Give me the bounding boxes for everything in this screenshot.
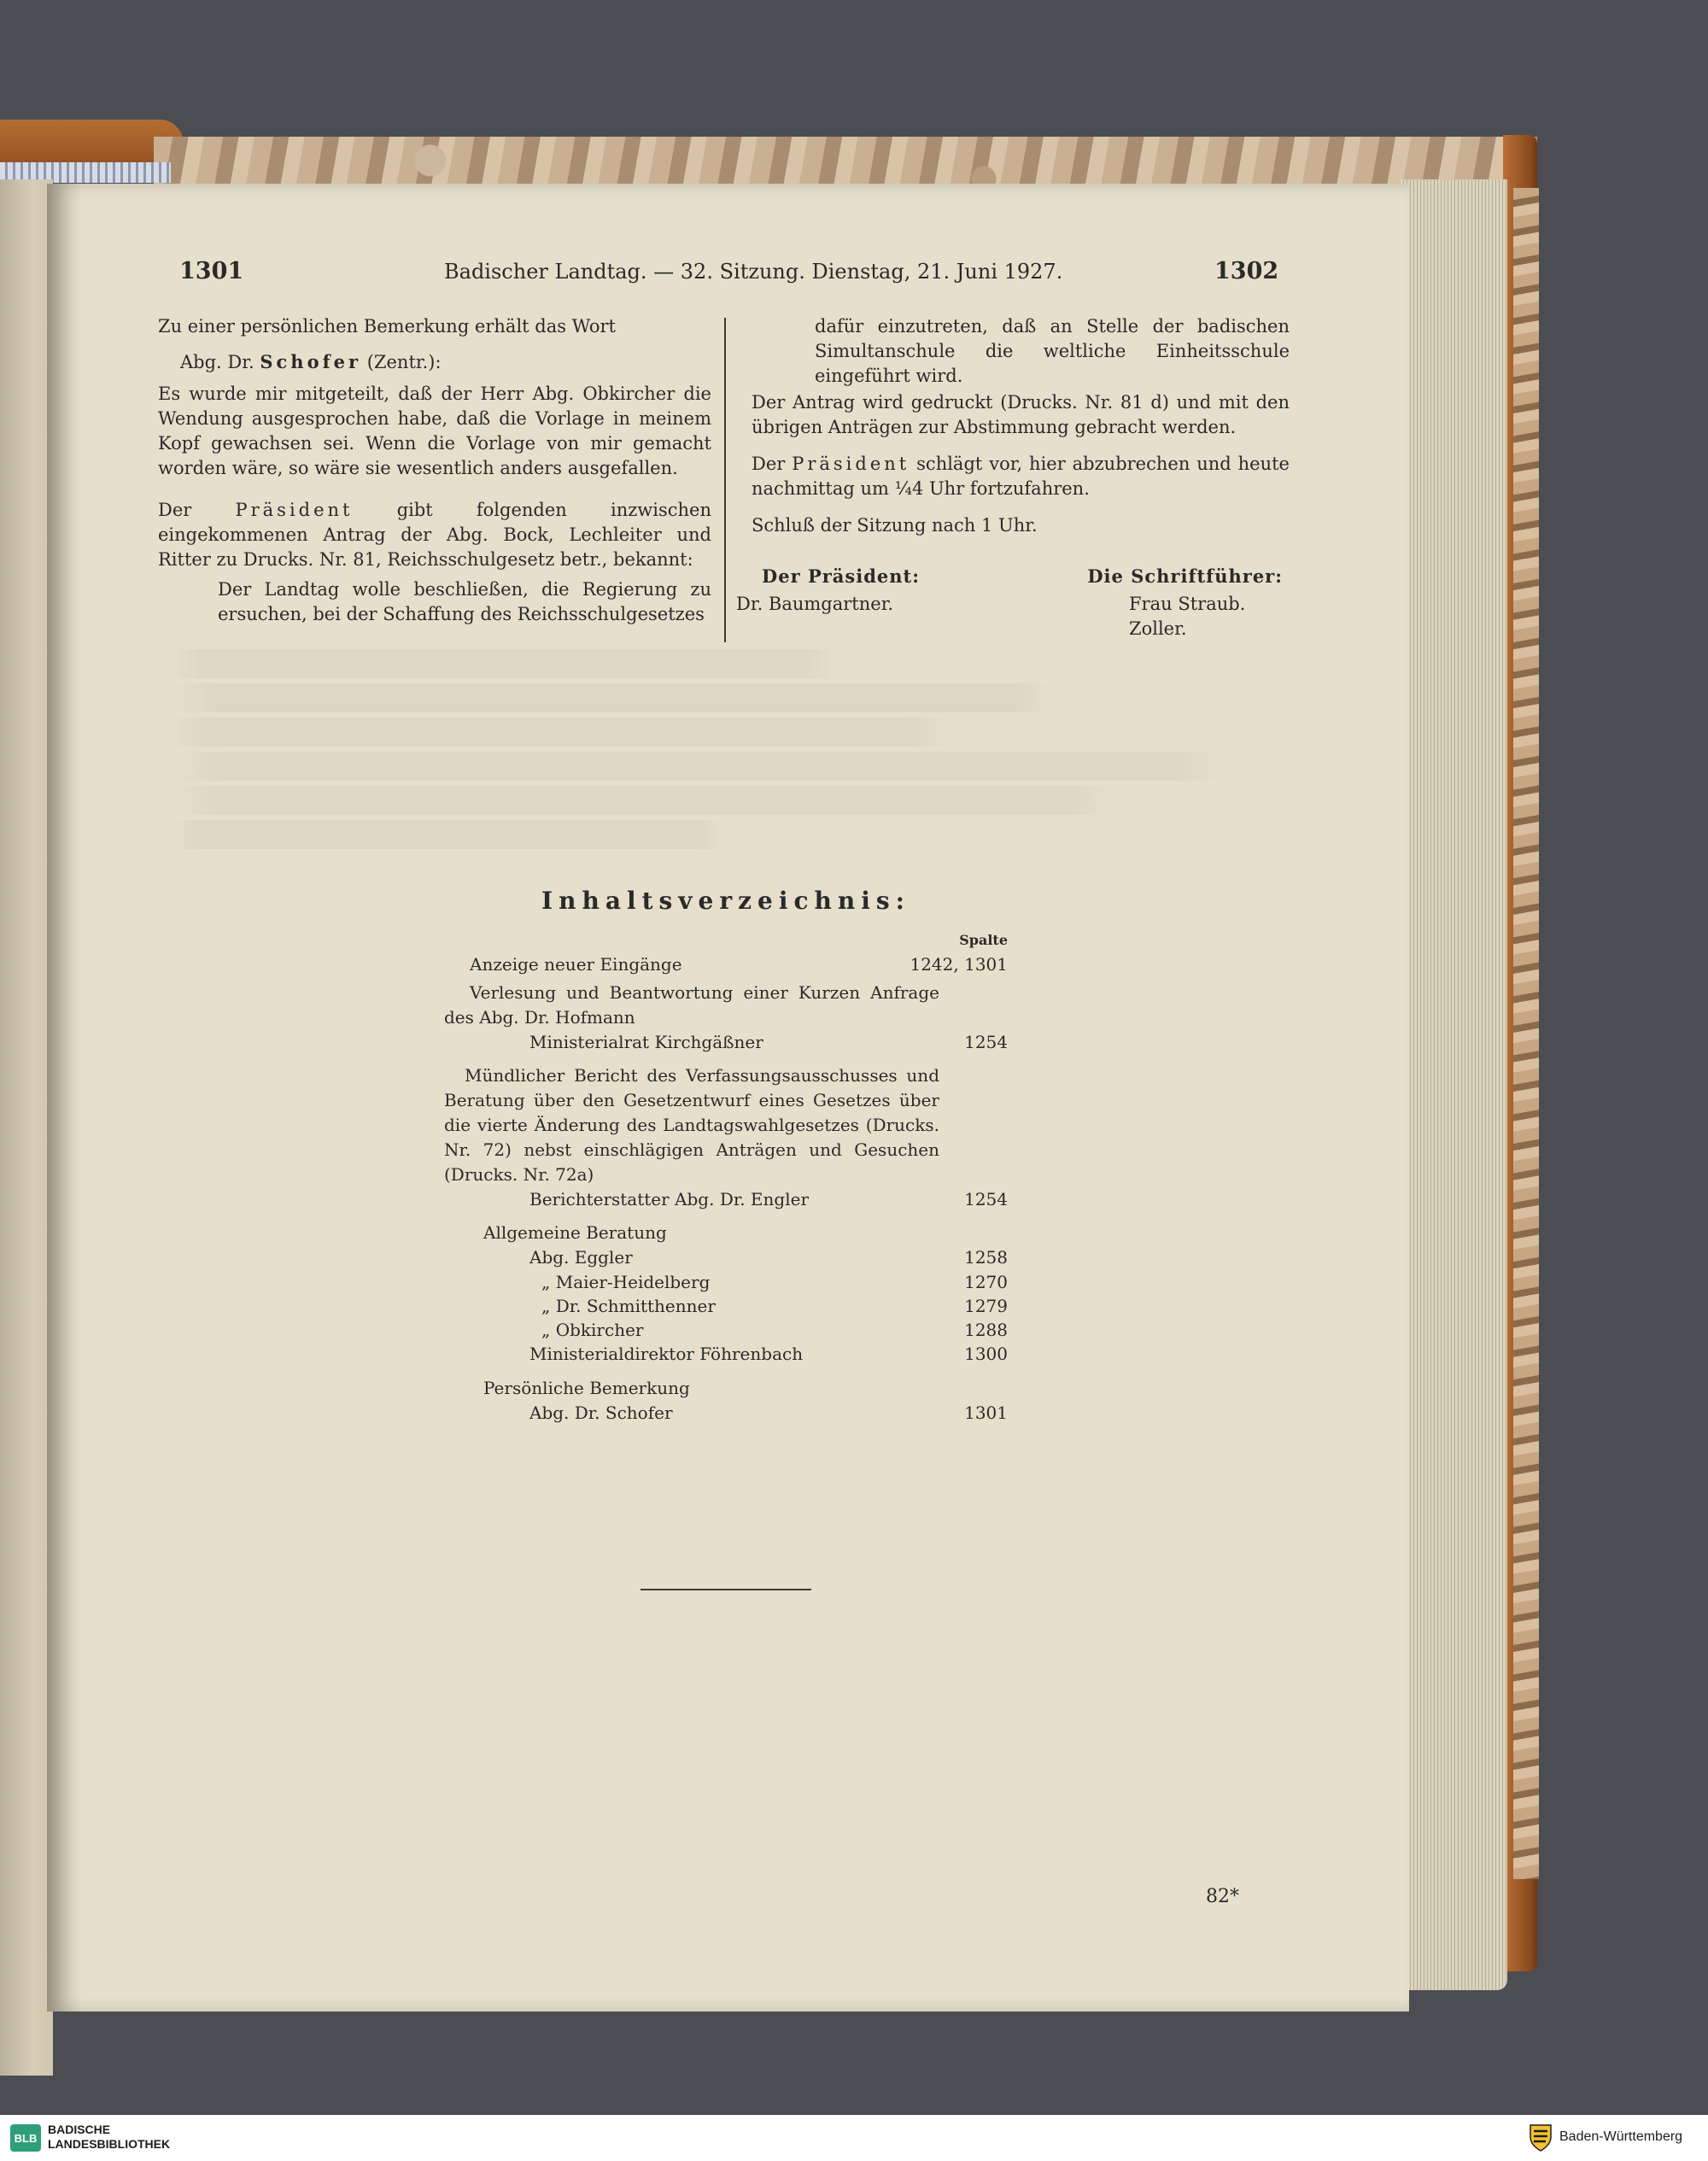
toc-entry-text: Verlesung und Beantwortung einer Kurzen Anfrage des Abg. Dr. Hofmann xyxy=(444,982,939,1028)
toc-title: Inhaltsverzeichnis: xyxy=(541,887,910,915)
speaker-name: Schofer xyxy=(260,351,362,372)
toc-entry xyxy=(444,1294,1008,1318)
toc-entry-sub: „ Obkircher xyxy=(541,1320,644,1340)
left-column xyxy=(158,314,711,627)
toc-entry xyxy=(444,1318,1008,1342)
column-divider xyxy=(724,318,726,642)
paragraph: Zu einer persönlichen Bemerkung erhält das Wort xyxy=(158,316,616,337)
table-of-contents xyxy=(444,928,1008,1426)
toc-entry-sub: „ Maier-Heidelberg xyxy=(541,1272,711,1292)
marbled-cover-side xyxy=(1513,188,1539,1879)
gutter-shadow xyxy=(47,184,81,2012)
speaker-line xyxy=(158,349,711,375)
toc-entry xyxy=(444,1401,1008,1426)
toc-entry-page: 1300 xyxy=(964,1344,1008,1364)
toc-entry-sub: Ministerialdirektor Föhrenbach xyxy=(529,1344,804,1364)
president-spaced: Präsident xyxy=(792,454,910,474)
footer-bar xyxy=(0,2115,1708,2161)
toc-entry-sub: Abg. Eggler xyxy=(529,1247,633,1268)
signature-block xyxy=(736,564,1283,641)
closing-rule xyxy=(640,1589,811,1590)
page-number-left: 1301 xyxy=(179,258,244,284)
text-run: gibt folgenden inzwischen eingekommenen Antrag der Abg. Bock, Lechleiter und Ritter zu Drucks. Nr. 81, Reichsschulgesetz betr., bekannt: xyxy=(158,500,711,570)
toc-entry-page: 1254 xyxy=(964,1032,1008,1052)
state-name[interactable]: Baden-Württemberg xyxy=(1559,2129,1683,2144)
text-run: schlägt vor, hier abzubrechen und heute nachmittag um ¼4 Uhr fortzufahren. xyxy=(752,454,1290,499)
toc-entry-page: 1254 xyxy=(964,1189,1008,1209)
text-run: Der xyxy=(752,454,786,474)
toc-entry-page: 1279 xyxy=(964,1296,1008,1316)
president-paragraph xyxy=(752,452,1290,501)
secretary-name: Zoller. xyxy=(1129,618,1187,639)
blb-logo-icon[interactable]: BLB xyxy=(10,2124,41,2152)
closing-line: Schluß der Sitzung nach 1 Uhr. xyxy=(752,515,1038,536)
signature-headings xyxy=(736,564,1283,589)
toc-entry-page: 1242, 1301 xyxy=(910,954,1008,975)
president-paragraph xyxy=(158,498,711,572)
toc-entry-page: 1270 xyxy=(964,1272,1008,1292)
text-run: Der xyxy=(158,500,192,520)
toc-section-head: Persönliche Bemerkung xyxy=(483,1378,690,1398)
toc-entry xyxy=(444,1270,1008,1294)
toc-entry xyxy=(444,1187,1008,1212)
speaker-prefix: Abg. Dr. xyxy=(180,352,254,372)
toc-column-header: Spalte xyxy=(959,932,1008,948)
running-header: Badischer Landtag. — 32. Sitzung. Dienstag, 21. Juni 1927. xyxy=(444,260,1063,284)
toc-entry-sub: „ Dr. Schmitthenner xyxy=(541,1296,716,1316)
toc-entry-sub: Ministerialrat Kirchgäßner xyxy=(529,1032,763,1052)
speaker-party: (Zentr.): xyxy=(366,352,442,372)
signature-names xyxy=(736,592,1283,641)
toc-entry-page: 1288 xyxy=(964,1320,1008,1340)
president-name: Dr. Baumgartner. xyxy=(736,594,894,614)
toc-entry-sub: Abg. Dr. Schofer xyxy=(529,1403,673,1423)
paragraph: Der Antrag wird gedruckt (Drucks. Nr. 81 d) und mit den übrigen Anträgen zur Abstimmung gebracht werden. xyxy=(752,392,1290,437)
page-stack xyxy=(1401,179,1507,1990)
library-name[interactable] xyxy=(48,2123,170,2152)
toc-entry-page: 1258 xyxy=(964,1247,1008,1268)
signature-mark: 82* xyxy=(1206,1886,1239,1907)
toc-entry-text: Anzeige neuer Eingänge xyxy=(470,954,682,975)
toc-entry xyxy=(444,952,1008,977)
motion-text: Der Landtag wolle beschließen, die Regierung zu ersuchen, bei der Schaffung des Reichsschulgesetzes xyxy=(218,579,711,624)
library-name-line: BADISCHE xyxy=(48,2123,111,2136)
page-number-right: 1302 xyxy=(1214,258,1279,284)
secretaries-heading: Die Schriftführer: xyxy=(1087,565,1283,587)
state-coat-of-arms-icon xyxy=(1529,2123,1553,2152)
toc-section-head: Allgemeine Beratung xyxy=(483,1222,667,1243)
president-spaced: Präsident xyxy=(235,500,354,520)
speech-paragraph: Es wurde mir mitgeteilt, daß der Herr Abg. Obkircher die Wendung ausgesprochen habe, daß die Vorlage in meinem Kopf gewachsen sei. Wenn die Vorlage von mir gemacht worden wäre, so wäre sie wesentlich anders ausgefallen. xyxy=(158,384,711,478)
library-name-line: LANDESBIBLIOTHEK xyxy=(48,2137,171,2151)
left-page-edge xyxy=(0,179,53,2076)
president-heading: Der Präsident: xyxy=(762,565,920,587)
right-column xyxy=(752,314,1290,538)
secretary-names xyxy=(1129,592,1283,641)
toc-entry xyxy=(444,1342,1008,1366)
motion-continuation: dafür einzutreten, daß an Stelle der badischen Simultanschule die weltliche Einheitsschule eingeführt wird. xyxy=(815,316,1290,386)
secretary-name: Frau Straub. xyxy=(1129,594,1246,614)
toc-entry xyxy=(444,1030,1008,1055)
toc-entry-text: Mündlicher Bericht des Verfassungsausschusses und Beratung über den Gesetzentwurf eines Gesetzes über die vierte Änderung des Landtagswahlgesetzes (Drucks. Nr. 72) nebst einschlägigen Anträgen und Gesuchen (Drucks. Nr. 72a) xyxy=(444,1065,939,1185)
toc-entry-page: 1301 xyxy=(964,1403,1008,1423)
toc-entry-sub: Berichterstatter Abg. Dr. Engler xyxy=(529,1189,810,1209)
toc-entry xyxy=(444,1245,1008,1270)
